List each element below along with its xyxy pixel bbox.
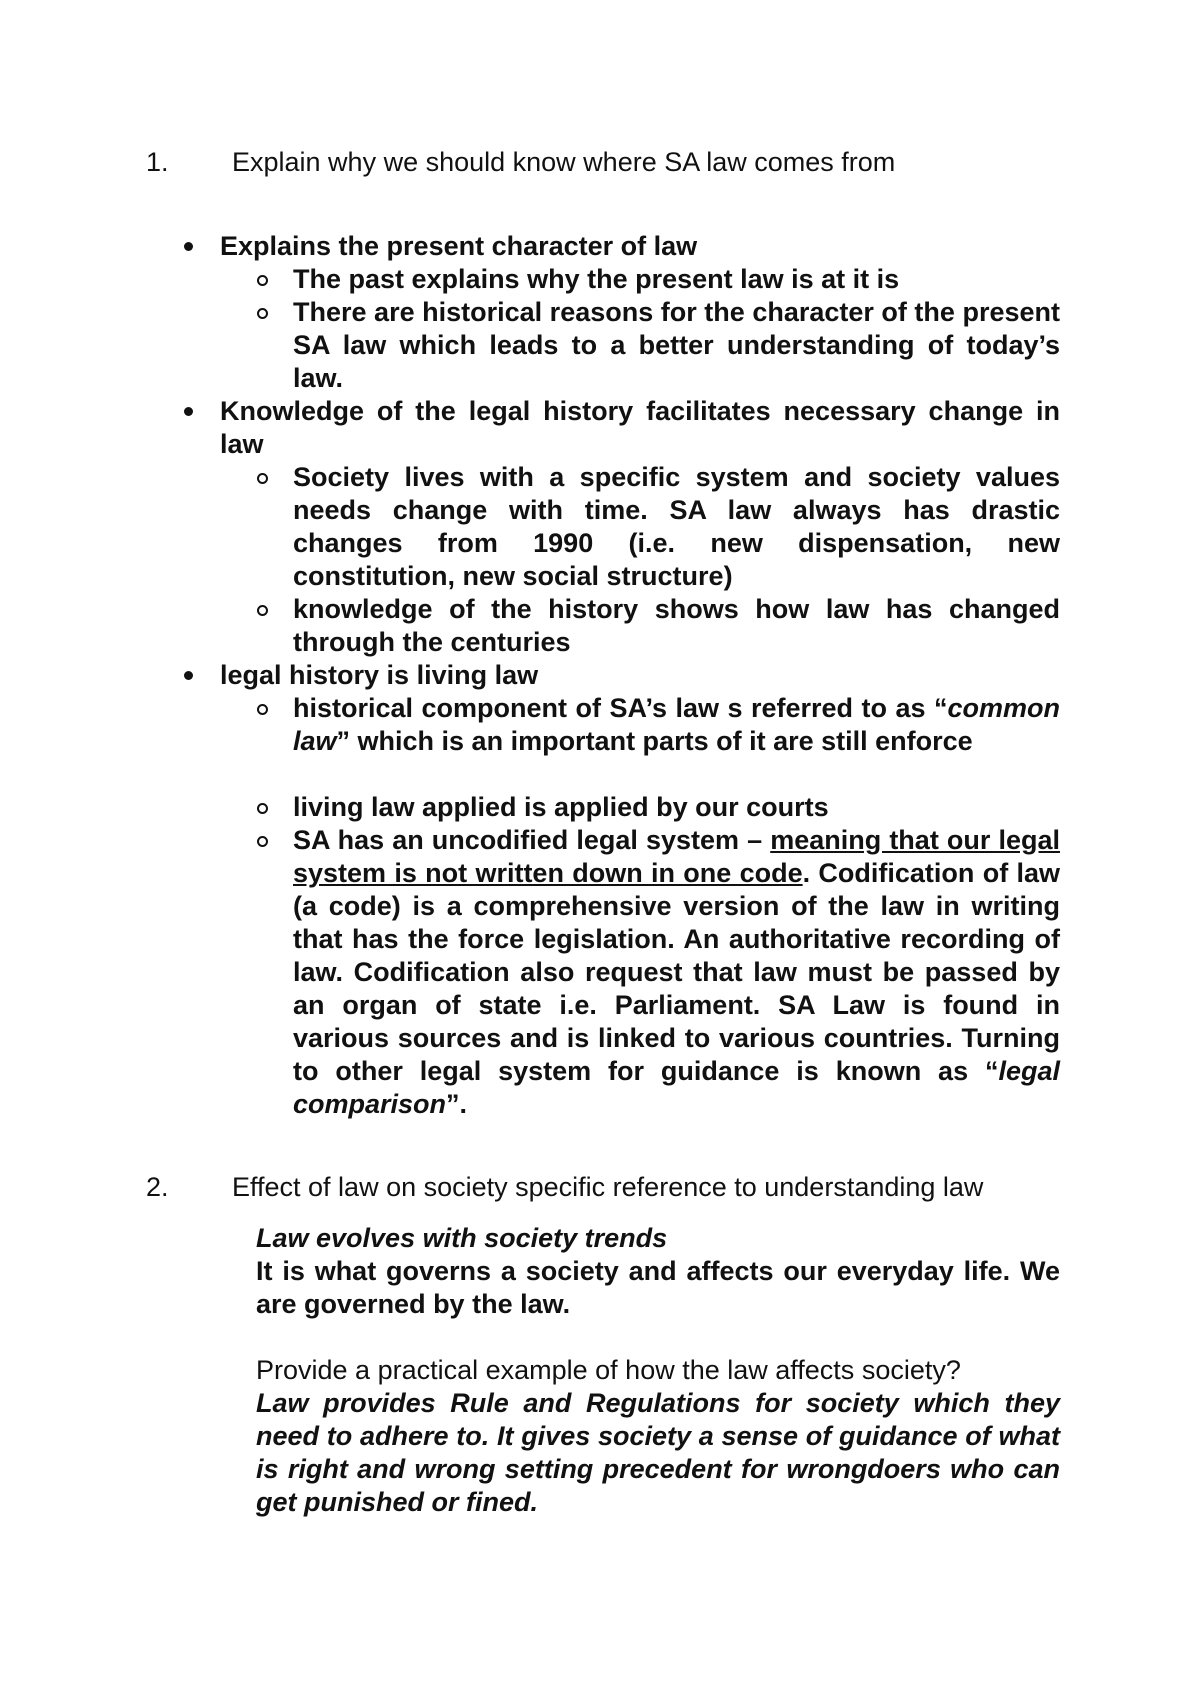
q2-answer: Law provides Rule and Regulations for society which they need to adhere to. It gives society a sense of guidance of what is right and wrong setting precedent for wrongdoers who can get punished or fined.	[256, 1388, 1060, 1517]
question-2-number: 2.	[146, 1172, 169, 1202]
sub-bullet	[293, 593, 1060, 659]
sub-bullet	[293, 461, 1060, 593]
sub-bullet	[293, 824, 1060, 1121]
sub-bullet-text: Society lives with a specific system and society values needs change with time. SA law always has drastic changes from 1990 (i.e. new dispensation, new constitution, new social structure)	[293, 462, 1060, 591]
question-1-number: 1.	[146, 147, 169, 177]
circle-bullet-icon	[257, 275, 268, 286]
circle-bullet-icon	[257, 473, 268, 484]
bullet-dot-icon	[184, 242, 193, 251]
sub-bullet-text: . Codification of law (a code) is a comprehensive version of the law in writing that has the force legislation. An authoritative recording of law. Codification also request that law must be passed by an organ of state i.e. Parliament. SA Law is found in various sources and is linked to various countries. Turning to other legal system for guidance is known as “	[293, 858, 1061, 1086]
italic-term: legal comparison	[293, 1056, 1060, 1119]
q2-line-1: Law evolves with society trends	[256, 1223, 668, 1253]
sub-bullet-text: The past explains why the present law is at it is	[293, 264, 900, 294]
bullet-legal-history-change	[220, 395, 1060, 461]
circle-bullet-icon	[257, 605, 268, 616]
sub-bullet-text: knowledge of the history shows how law has changed through the centuries	[293, 594, 1060, 657]
bullet-text: Knowledge of the legal history facilitates necessary change in law	[220, 396, 1060, 459]
q2-question: Provide a practical example of how the law affects society?	[256, 1355, 961, 1385]
circle-bullet-icon	[257, 836, 268, 847]
q2-line-2: It is what governs a society and affects our everyday life. We are governed by the law.	[256, 1256, 1060, 1319]
sub-bullet-text: ”.	[446, 1089, 468, 1119]
bullet-present-character	[220, 230, 1060, 263]
sub-bullet-text: There are historical reasons for the character of the present SA law which leads to a better understanding of today’s law.	[293, 297, 1060, 393]
sub-bullet	[293, 296, 1060, 395]
sub-bullet	[293, 692, 1060, 758]
question-2-text: Effect of law on society specific reference to understanding law	[232, 1172, 984, 1202]
sub-bullet	[293, 791, 1060, 824]
bullet-dot-icon	[184, 407, 193, 416]
sub-bullet-text: ” which is an important parts of it are still enforce	[336, 726, 973, 756]
circle-bullet-icon	[257, 308, 268, 319]
sub-bullet-text: SA has an uncodified legal system –	[293, 825, 771, 855]
bullet-dot-icon	[184, 671, 193, 680]
bullet-text: legal history is living law	[220, 660, 539, 690]
underlined-text: meaning that our legal system is not written down in one code	[293, 825, 1060, 888]
circle-bullet-icon	[257, 803, 268, 814]
sub-bullet-text: living law applied is applied by our courts	[293, 792, 829, 822]
bullet-text: Explains the present character of law	[220, 231, 698, 261]
question-1-text: Explain why we should know where SA law comes from	[232, 147, 896, 177]
sub-bullet-text: historical component of SA’s law s referred to as “	[293, 693, 948, 723]
bullet-living-law	[220, 659, 1060, 692]
italic-term: common law	[293, 693, 1060, 756]
circle-bullet-icon	[257, 704, 268, 715]
sub-bullet	[293, 263, 1060, 296]
